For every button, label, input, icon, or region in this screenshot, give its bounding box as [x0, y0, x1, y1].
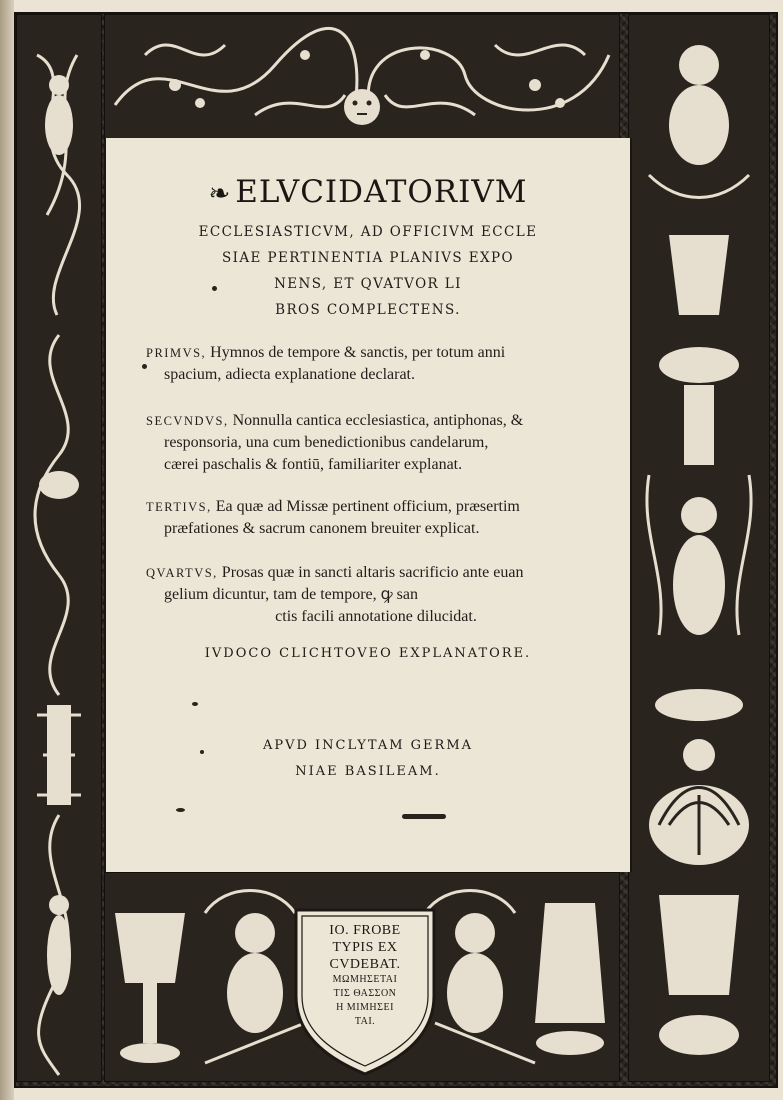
ink-speck: [200, 750, 204, 754]
entry-primus: [146, 342, 606, 386]
imprint-line: NIAE BASILEAM.: [295, 764, 441, 779]
cherub-vase-ornament-icon: [629, 15, 769, 1081]
imprint-line: APVD INCLYTAM GERMA: [262, 738, 474, 753]
subtitle-line: ECCLESIASTICVM, AD OFFICIVM ECCLE: [198, 224, 538, 240]
entry-lead: TERTIVS,: [146, 500, 212, 514]
book-title: [106, 174, 630, 210]
ink-speck: [212, 286, 217, 291]
book-spine-edge: [0, 0, 14, 1100]
ink-smudge: [402, 814, 446, 819]
right-ornament-column: [628, 14, 770, 1082]
subtitle-line: BROS COMPLECTENS.: [275, 302, 461, 318]
entry-line: ctis facili annotatione dilucidat.: [275, 608, 477, 625]
entry-lead: QVARTVS,: [146, 566, 218, 580]
printer-imprint-text: [290, 922, 440, 1029]
printer-device-shield: [290, 900, 440, 1078]
satyr-candelabrum-ornament-icon: [17, 15, 101, 1081]
entry-secundus: [146, 410, 606, 476]
top-ornament-panel: [104, 14, 620, 140]
ink-speck: [142, 364, 147, 369]
entry-line: Prosas quæ in sancti altaris sacrificio ante euan: [221, 564, 524, 581]
printer-latin-line: IO. FROBE: [329, 923, 401, 938]
foliage-ornament-icon: [105, 15, 619, 139]
entry-quartus: [146, 562, 606, 628]
entry-line: spacium, adiecta explanatione declarat.: [164, 366, 415, 383]
title-main: ELVCIDATORIVM: [235, 174, 528, 210]
entry-line: Nonnulla cantica ecclesiastica, antiphonas, &: [232, 412, 524, 429]
entry-line: Ea quæ ad Missæ pertinent officium, præsertim: [215, 498, 520, 515]
greek-motto-line: ΜΩΜΗΣΕΤΑΙ: [332, 974, 398, 985]
greek-motto-line: ΤΑΙ.: [354, 1016, 376, 1027]
printer-latin-line: TYPIS EX: [332, 940, 398, 955]
entry-line: Hymnos de tempore & sanctis, per totum anni: [210, 344, 506, 361]
greek-motto-line: Η ΜΙΜΗΣΕΙ: [336, 1002, 394, 1013]
title-text-block: [104, 138, 632, 872]
entry-lead: PRIMVS,: [146, 346, 207, 360]
entry-line: responsoria, una cum benedictionibus candelarum,: [164, 434, 489, 451]
ink-speck: [176, 808, 185, 812]
fleuron-icon: ❧: [208, 179, 232, 209]
greek-motto-line: ΤΙΣ ΘΑΣΣΟΝ: [333, 988, 397, 999]
entry-line: cærei paschalis & fontiū, familiariter explanat.: [164, 456, 463, 473]
printer-latin-line: CVDEBAT.: [329, 957, 401, 972]
subtitle-line: NENS, ET QVATVOR LI: [274, 276, 462, 292]
entry-line: gelium dicuntur, tam de tempore, ꝙ san: [164, 586, 418, 603]
entry-line: præfationes & sacrum canonem breuiter explicat.: [164, 520, 480, 537]
entry-tertius: [146, 496, 606, 540]
subtitle-line: SIAE PERTINENTIA PLANIVS EXPO: [222, 250, 514, 266]
entry-lead: SECVNDVS,: [146, 414, 229, 428]
ink-speck: [192, 702, 198, 706]
left-ornament-column: [16, 14, 102, 1082]
explanator-line: IVDOCO CLICHTOVEO EXPLANATORE.: [204, 646, 532, 661]
